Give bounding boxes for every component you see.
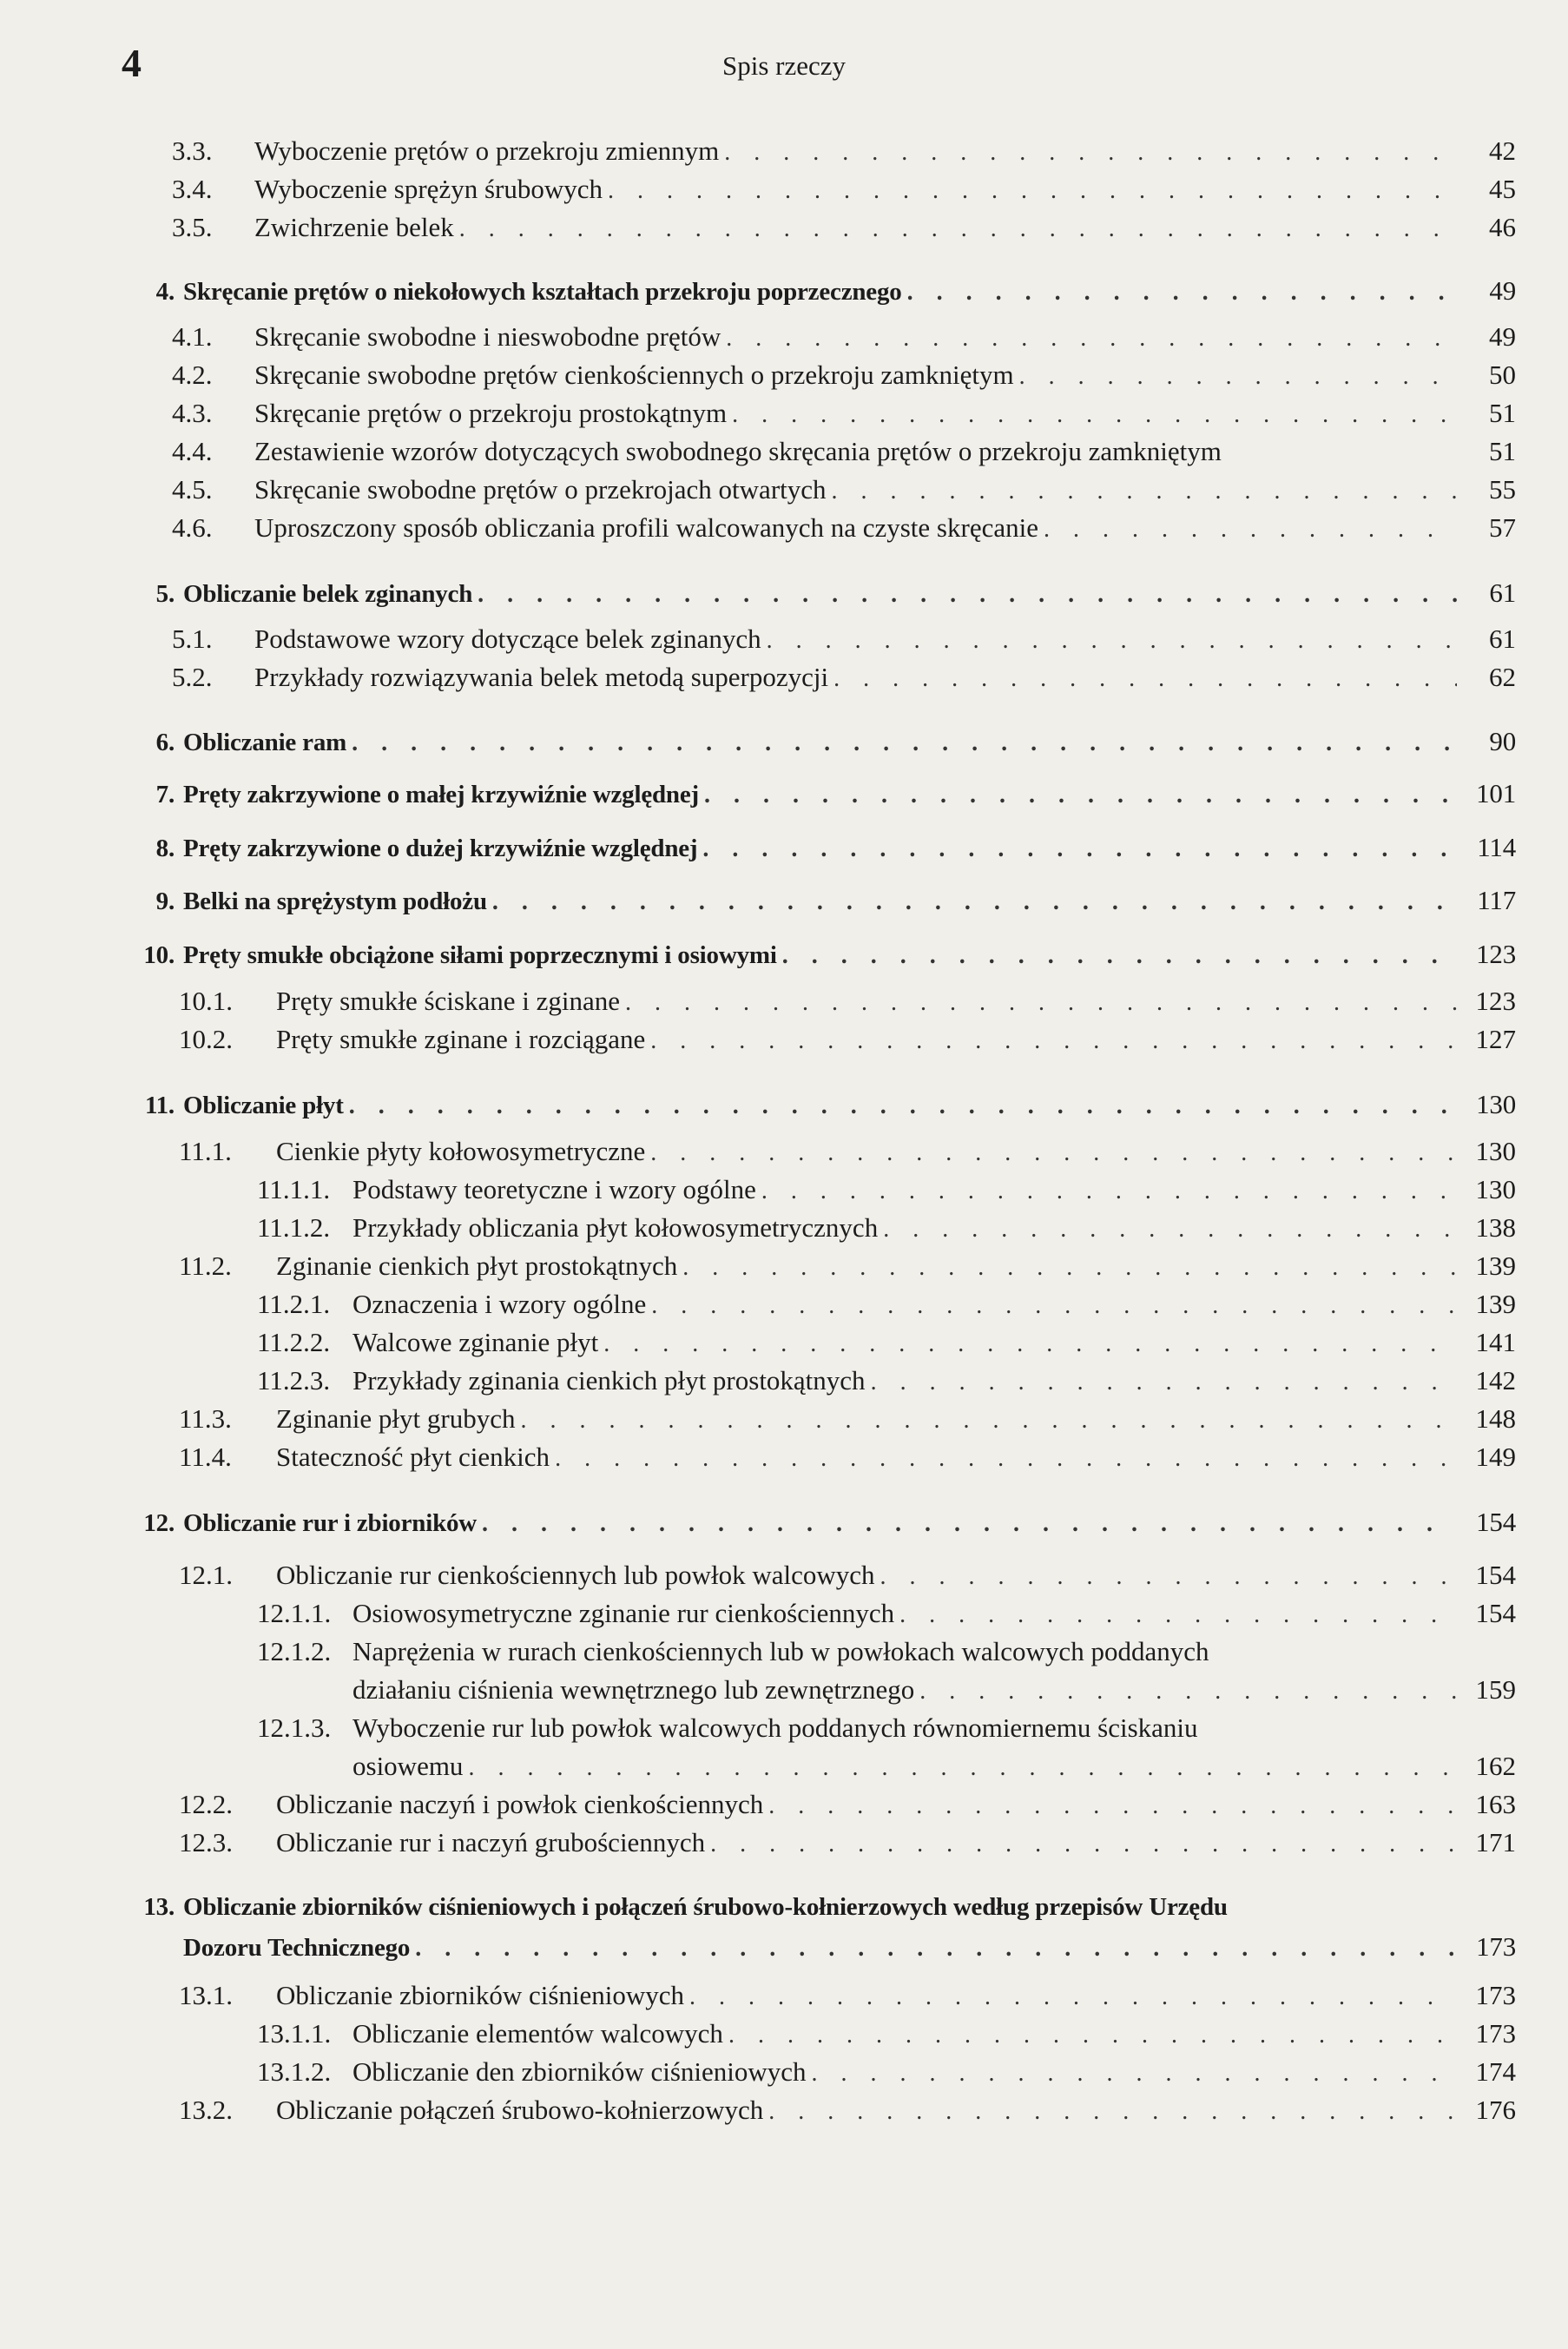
toc-entry-continuation[interactable] [352, 1749, 1516, 1784]
entry-number: 12.1.1. [257, 1598, 332, 1628]
entry-number: 4.3. [172, 398, 213, 428]
entry-title: Wyboczenie sprężyn śrubowych [254, 174, 603, 204]
entry-page: 127 [1475, 1024, 1516, 1054]
entry-title: Cienkie płyty kołowosymetryczne [276, 1136, 646, 1166]
entry-page: 55 [1489, 474, 1516, 505]
entry-title: Obliczanie ram [183, 729, 347, 756]
toc-chapter[interactable] [120, 776, 1516, 811]
entry-number: 5.1. [172, 624, 213, 654]
entry-title: Obliczanie elementów walcowych [352, 2018, 723, 2049]
entry-page: 62 [1489, 662, 1516, 692]
entry-page: 159 [1475, 1674, 1516, 1705]
entry-number: 8. [155, 835, 175, 862]
entry-title: Stateczność płyt cienkich [276, 1442, 550, 1472]
entry-number: 12.1.3. [257, 1712, 332, 1743]
dot-leader [728, 2018, 1457, 2053]
entry-title: Przykłady rozwiązywania belek metodą superpozycji [254, 662, 829, 692]
running-title: Spis rzeczy [721, 50, 847, 81]
entry-page: 139 [1475, 1250, 1516, 1281]
entry-page: 49 [1489, 321, 1516, 352]
dot-leader [492, 885, 1457, 920]
entry-number: 11.1.1. [257, 1174, 331, 1204]
entry-number: 4.5. [172, 474, 213, 505]
entry-title: Belki na sprężystym podłożu [183, 887, 487, 915]
entry-number: 11.1.2. [257, 1212, 331, 1243]
entry-title: Wyboczenie prętów o przekroju zmiennym [254, 135, 720, 166]
dot-leader [880, 1560, 1457, 1594]
entry-page: 51 [1489, 398, 1516, 428]
entry-page: 142 [1475, 1365, 1516, 1396]
toc-entry[interactable] [257, 1363, 1516, 1398]
entry-page: 162 [1475, 1751, 1516, 1781]
entry-page: 163 [1475, 1789, 1516, 1819]
entry-number: 11.4. [179, 1442, 232, 1472]
entry-number: 4.2. [172, 360, 213, 390]
entry-title: Podstawy teoretyczne i wzory ogólne [352, 1174, 756, 1204]
entry-page: 141 [1475, 1327, 1516, 1357]
entry-page: 114 [1477, 832, 1516, 862]
entry-number: 10.1. [179, 986, 233, 1016]
dot-leader [761, 1174, 1457, 1209]
entry-title: Obliczanie połączeń śrubowo-kołnierzowych [276, 2095, 764, 2125]
entry-number: 11.3. [179, 1403, 232, 1434]
entry-number: 4.6. [172, 512, 213, 543]
toc-entry[interactable] [172, 210, 1516, 245]
entry-number: 4.1. [172, 321, 213, 352]
toc-entry[interactable] [179, 1440, 1516, 1475]
dot-leader [907, 275, 1457, 310]
entry-page: 154 [1476, 1507, 1516, 1537]
entry-number: 6. [155, 729, 175, 756]
entry-page: 154 [1475, 1560, 1516, 1590]
page-number: 4 [122, 41, 142, 85]
entry-number: 12.1. [179, 1560, 233, 1590]
toc-entry[interactable] [179, 1787, 1516, 1822]
entry-number: 13.1. [179, 1980, 233, 2010]
entry-number: 11.1. [179, 1136, 232, 1166]
dot-leader [482, 1507, 1457, 1541]
entry-number: 4. [155, 278, 175, 306]
toc-entry[interactable] [179, 1249, 1516, 1283]
entry-number: 13.2. [179, 2095, 233, 2125]
dot-leader [608, 174, 1457, 208]
toc-entry[interactable] [257, 1711, 1516, 1745]
toc-entry[interactable] [257, 1211, 1516, 1245]
dot-leader [726, 321, 1457, 356]
dot-leader [871, 1365, 1457, 1400]
dot-leader [689, 1980, 1457, 2015]
entry-title: Wyboczenie rur lub powłok walcowych poddanych równomiernemu ściskaniu [352, 1712, 1198, 1743]
toc-entry[interactable] [172, 172, 1516, 207]
entry-title: Pręty zakrzywione o dużej krzywiźnie względnej [183, 835, 698, 862]
entry-title: Uproszczony sposób obliczania profili walcowanych na czyste skręcanie [254, 512, 1038, 543]
entry-number: 5. [155, 580, 175, 608]
entry-page: 50 [1489, 360, 1516, 390]
entry-page: 123 [1476, 939, 1516, 969]
entry-number: 11.2.2. [257, 1327, 331, 1357]
entry-number: 7. [155, 781, 175, 808]
entry-page: 130 [1475, 1174, 1516, 1204]
toc-chapter[interactable] [120, 937, 1516, 972]
entry-page: 123 [1475, 986, 1516, 1016]
toc-entry[interactable] [172, 320, 1516, 354]
dot-leader [521, 1403, 1458, 1438]
dot-leader [468, 1751, 1457, 1785]
entry-page: 117 [1477, 885, 1516, 915]
dot-leader [732, 398, 1457, 432]
toc-entry[interactable] [257, 1172, 1516, 1207]
entry-page: 176 [1475, 2095, 1516, 2125]
dot-leader [1044, 512, 1457, 547]
toc-entry[interactable] [179, 984, 1516, 1019]
entry-number: 10. [143, 941, 175, 969]
toc-entry[interactable] [172, 434, 1516, 469]
entry-number: 3.5. [172, 212, 213, 242]
entry-page: 42 [1489, 135, 1516, 166]
entry-page: 138 [1475, 1212, 1516, 1243]
toc-chapter[interactable] [120, 724, 1516, 759]
dot-leader [724, 135, 1457, 170]
toc-entry[interactable] [172, 396, 1516, 431]
dot-leader [352, 726, 1457, 761]
entry-number: 11.2.3. [257, 1365, 331, 1396]
entry-number: 12.2. [179, 1789, 233, 1819]
toc-entry[interactable] [179, 1134, 1516, 1169]
entry-page: 171 [1475, 1827, 1516, 1857]
entry-title: Obliczanie rur i naczyń grubościennych [276, 1827, 706, 1857]
entry-number: 10.2. [179, 1024, 233, 1054]
entry-page: 61 [1489, 624, 1516, 654]
toc-entry[interactable] [179, 2093, 1516, 2128]
dot-leader [682, 1250, 1457, 1285]
entry-number: 11.2. [179, 1250, 232, 1281]
entry-title: Pręty smukłe obciążone siłami poprzecznymi i osiowymi [183, 941, 777, 969]
toc-entry[interactable] [172, 511, 1516, 545]
entry-title: Obliczanie den zbiorników ciśnieniowych [352, 2056, 807, 2087]
entry-title: Obliczanie rur i zbiorników [183, 1509, 478, 1537]
toc-entry[interactable] [179, 1402, 1516, 1436]
entry-title: Skręcanie prętów o przekroju prostokątnym [254, 398, 728, 428]
entry-number: 13.1.2. [257, 2056, 332, 2087]
entry-title: Oznaczenia i wzory ogólne [352, 1289, 647, 1319]
entry-number: 12. [143, 1509, 175, 1537]
entry-title: Skręcanie prętów o niekołowych kształtach przekroju poprzecznego [183, 278, 902, 306]
entry-title: Obliczanie naczyń i powłok cienkościennych [276, 1789, 764, 1819]
toc-entry[interactable] [172, 660, 1516, 695]
toc-entry[interactable] [257, 2016, 1516, 2051]
entry-number: 11. [144, 1092, 175, 1119]
dot-leader [603, 1327, 1457, 1362]
entry-page: 101 [1476, 778, 1516, 808]
dot-leader [782, 939, 1457, 973]
dot-leader [650, 1024, 1457, 1059]
dot-leader [919, 1674, 1457, 1709]
entry-number: 12.3. [179, 1827, 233, 1857]
entry-title: Zwichrzenie belek [254, 212, 454, 242]
dot-leader [768, 2095, 1457, 2129]
toc-chapter-continuation[interactable] [120, 1930, 1516, 1964]
entry-number: 11.2.1. [257, 1289, 331, 1319]
entry-page: 148 [1475, 1403, 1516, 1434]
toc-chapter[interactable] [120, 274, 1516, 308]
entry-page: 57 [1489, 512, 1516, 543]
entry-page: 174 [1475, 2056, 1516, 2087]
toc-chapter[interactable] [120, 1505, 1516, 1540]
entry-number: 3.4. [172, 174, 213, 204]
toc-entry[interactable] [172, 358, 1516, 393]
entry-page: 46 [1489, 212, 1516, 242]
entry-page: 90 [1489, 726, 1516, 756]
toc-entry[interactable] [257, 1634, 1516, 1669]
entry-title: Skręcanie swobodne prętów o przekrojach otwartych [254, 474, 827, 505]
dot-leader [883, 1212, 1457, 1247]
entry-title: Pręty zakrzywione o małej krzywiźnie względnej [183, 781, 699, 808]
dot-leader [555, 1442, 1457, 1476]
entry-number: 5.2. [172, 662, 213, 692]
entry-title: Zestawienie wzorów dotyczących swobodnego skręcania prętów o przekroju zamkniętym [254, 436, 1222, 466]
entry-title: Naprężenia w rurach cienkościennych lub w powłokach walcowych poddanych [352, 1636, 1209, 1666]
dot-leader [704, 778, 1457, 813]
dot-leader [702, 832, 1457, 867]
dot-leader [650, 1136, 1457, 1171]
entry-title: Pręty smukłe zginane i rozciągane [276, 1024, 646, 1054]
entry-title: Skręcanie swobodne prętów cienkościennych o przekroju zamkniętym [254, 360, 1014, 390]
toc-entry[interactable] [179, 1825, 1516, 1860]
toc-entry[interactable] [179, 1022, 1516, 1057]
dot-leader [415, 1931, 1457, 1966]
entry-page: 49 [1489, 275, 1516, 306]
dot-leader [710, 1827, 1457, 1862]
toc-entry[interactable] [257, 2055, 1516, 2089]
entry-number: 4.4. [172, 436, 213, 466]
toc-chapter[interactable] [120, 1890, 1516, 1924]
entry-page: 173 [1475, 1980, 1516, 2010]
entry-title: Zginanie cienkich płyt prostokątnych [276, 1250, 678, 1281]
dot-leader [768, 1789, 1457, 1824]
entry-title: Walcowe zginanie płyt [352, 1327, 599, 1357]
entry-title: Obliczanie zbiorników ciśnieniowych [276, 1980, 685, 2010]
toc-chapter[interactable] [120, 1087, 1516, 1122]
entry-page: 61 [1489, 577, 1516, 608]
dot-leader [651, 1289, 1457, 1323]
entry-title: Przykłady zginania cienkich płyt prostokątnych [352, 1365, 866, 1396]
dot-leader [349, 1089, 1457, 1124]
entry-title: Obliczanie rur cienkościennych lub powłok walcowych [276, 1560, 875, 1590]
dot-leader [812, 2056, 1457, 2091]
entry-number: 9. [155, 887, 175, 915]
toc-chapter[interactable] [120, 576, 1516, 610]
toc-entry[interactable] [172, 622, 1516, 657]
dot-leader [1019, 360, 1457, 394]
entry-title: Zginanie płyt grubych [276, 1403, 516, 1434]
entry-page: 149 [1475, 1442, 1516, 1472]
toc-entry[interactable] [257, 1287, 1516, 1322]
entry-title: Dozoru Technicznego [183, 1934, 411, 1962]
entry-number: 12.1.2. [257, 1636, 332, 1666]
entry-title: Pręty smukłe ściskane i zginane [276, 986, 621, 1016]
entry-title: Przykłady obliczania płyt kołowosymetrycznych [352, 1212, 879, 1243]
toc-entry[interactable] [257, 1325, 1516, 1360]
dot-leader [459, 212, 1457, 247]
entry-title: Obliczanie belek zginanych [183, 580, 473, 608]
toc-chapter[interactable] [120, 883, 1516, 918]
entry-page: 51 [1489, 436, 1516, 466]
toc-chapter[interactable] [120, 830, 1516, 865]
toc-entry[interactable] [179, 1978, 1516, 2013]
entry-title: osiowemu [352, 1751, 464, 1781]
entry-number: 13. [143, 1893, 175, 1921]
toc-entry[interactable] [172, 472, 1516, 507]
entry-page: 173 [1476, 1931, 1516, 1962]
entry-title: Skręcanie swobodne i nieswobodne prętów [254, 321, 721, 352]
dot-leader [833, 662, 1457, 696]
dot-leader [625, 986, 1457, 1020]
toc-entry[interactable] [172, 134, 1516, 168]
dot-leader [899, 1598, 1457, 1633]
entry-page: 45 [1489, 174, 1516, 204]
entry-page: 130 [1476, 1089, 1516, 1119]
entry-page: 130 [1475, 1136, 1516, 1166]
toc-entry[interactable] [179, 1558, 1516, 1593]
dot-leader [478, 577, 1457, 612]
toc-entry[interactable] [257, 1596, 1516, 1631]
entry-page: 139 [1475, 1289, 1516, 1319]
dot-leader [832, 474, 1457, 509]
dot-leader [767, 624, 1457, 658]
entry-title: Obliczanie zbiorników ciśnieniowych i połączeń śrubowo-kołnierzowych według przepisów Urzędu [183, 1893, 1228, 1921]
entry-title: Osiowosymetryczne zginanie rur cienkościennych [352, 1598, 895, 1628]
toc-entry-continuation[interactable] [352, 1673, 1516, 1707]
entry-page: 154 [1475, 1598, 1516, 1628]
entry-title: Podstawowe wzory dotyczące belek zginanych [254, 624, 761, 654]
entry-number: 3.3. [172, 135, 213, 166]
entry-number: 13.1.1. [257, 2018, 332, 2049]
entry-title: działaniu ciśnienia wewnętrznego lub zewnętrznego [352, 1674, 915, 1705]
entry-page: 173 [1475, 2018, 1516, 2049]
entry-title: Obliczanie płyt [183, 1092, 344, 1119]
